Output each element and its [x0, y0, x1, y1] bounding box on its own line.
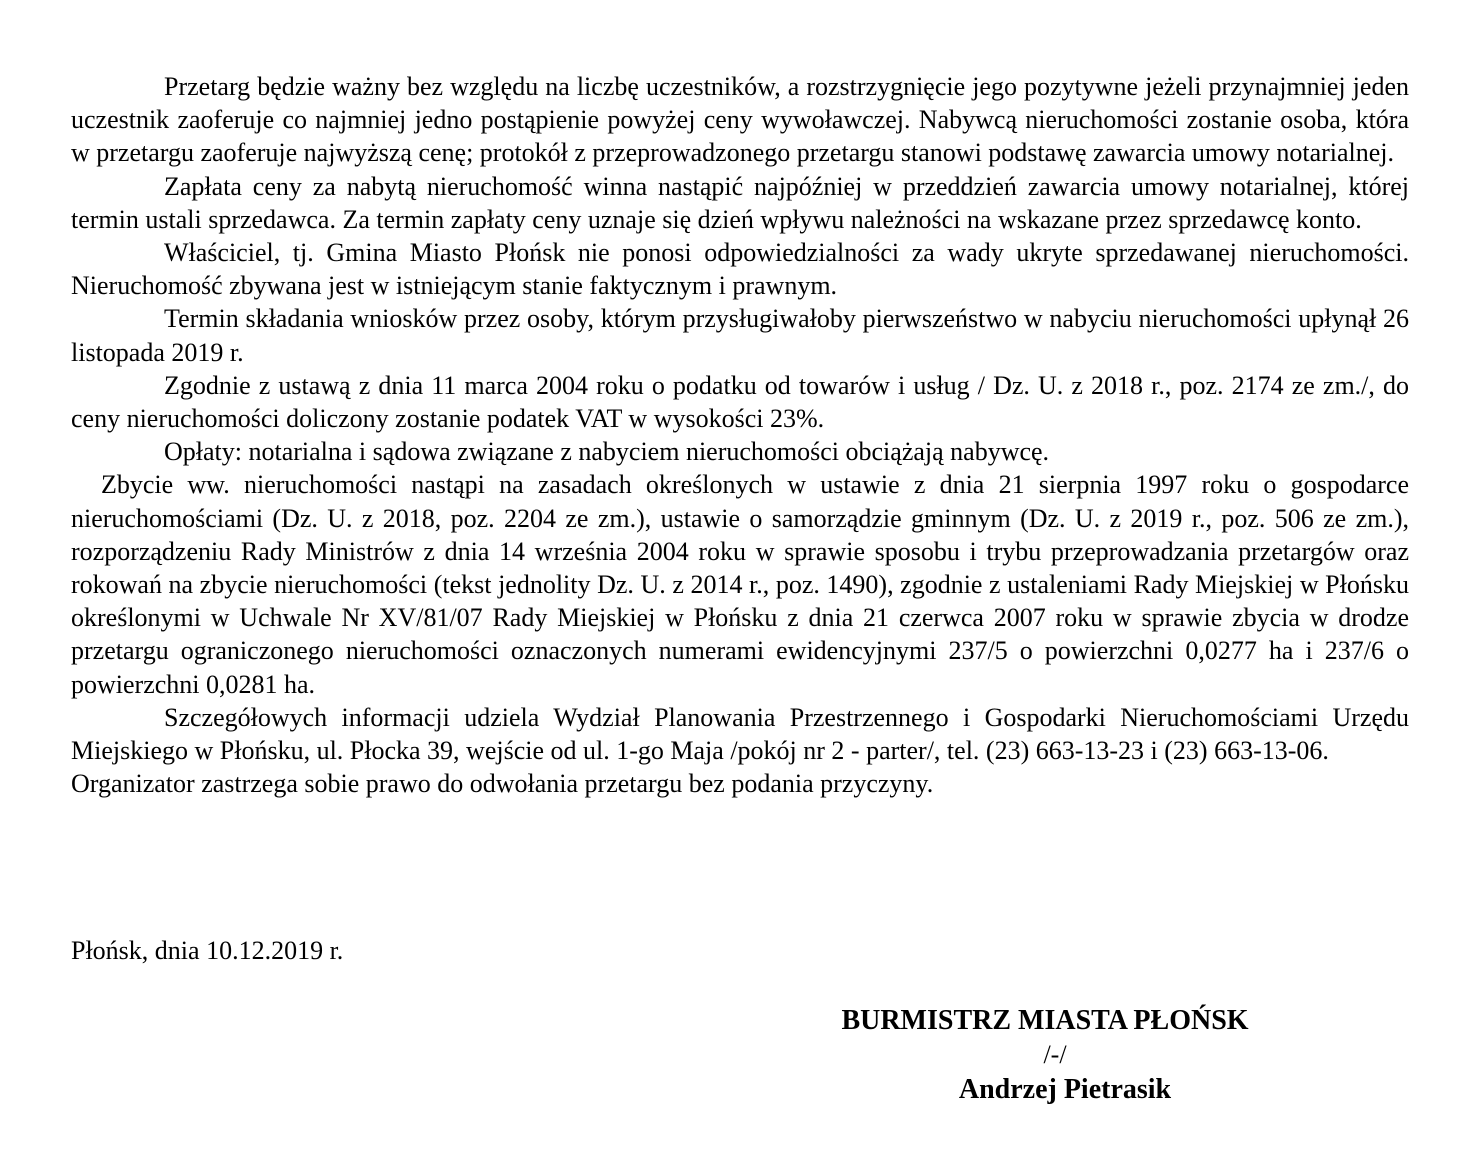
paragraph-cancellation-right: Organizator zastrzega sobie prawo do odwołania przetargu bez podania przyczyny.: [71, 769, 934, 799]
paragraph-priority-deadline: Termin składania wniosków przez osoby, którym przysługiwałoby pierwszeństwo w nabyciu nieruchomości upłynął 26 listopada 2019 r.: [71, 304, 1409, 367]
signature-mark: /-/: [1043, 1040, 1067, 1069]
paragraph-contact-info: Szczegółowych informacji udziela Wydział Planowania Przestrzennego i Gospodarki Nieruchomościami Urzędu Miejskiego w Płońsku, ul. Płocka 39, wejście od ul. 1-go Maja /pokój nr 2 - parter/, tel. (23) 663-13-23 i (23) 663-13-06.: [71, 702, 1409, 766]
signature-title: BURMISTRZ MIASTA PŁOŃSK: [841, 1005, 1249, 1036]
paragraph-fees: Opłaty: notarialna i sądowa związane z nabyciem nieruchomości obciążają nabywcę.: [164, 437, 1050, 467]
signature-name: Andrzej Pietrasik: [958, 1074, 1172, 1105]
paragraph-vat: Zgodnie z ustawą z dnia 11 marca 2004 roku o podatku od towarów i usług / Dz. U. z 2018 r., poz. 2174 ze zm./, do ceny nieruchomości doliczony zostanie podatek VAT w wysokości 23%.: [71, 370, 1409, 434]
place-date-line: Płońsk, dnia 10.12.2019 r.: [71, 936, 344, 965]
document-body: [71, 70, 1409, 800]
paragraph-payment-terms: Zapłata ceny za nabytą nieruchomość winna nastąpić najpóźniej w przeddzień zawarcia umowy notarialnej, której termin ustali sprzedawca. Za termin zapłaty ceny uznaje się dzień wpływu należności na wskazane przez sprzedawcę konto.: [71, 171, 1409, 234]
paragraph-auction-validity: Przetarg będzie ważny bez względu na liczbę uczestników, a rozstrzygnięcie jego pozytywne jeżeli przynajmniej jeden uczestnik zaoferuje co najmniej jedno postąpienie powyżej ceny wywoławczej. Nabywcą nieruchomości zostanie osoba, która w przetargu zaoferuje najwyższą cenę; protokół z przeprowadzonego przetargu stanowi podstawę zawarcia umowy notarialnej.: [71, 72, 1409, 168]
paragraph-owner-liability: Właściciel, tj. Gmina Miasto Płońsk nie ponosi odpowiedzialności za wady ukryte sprzedawanej nieruchomości. Nieruchomość zbywana jest w istniejącym stanie faktycznym i prawnym.: [71, 238, 1409, 301]
paragraph-legal-basis: Zbycie ww. nieruchomości nastąpi na zasadach określonych w ustawie z dnia 21 sierpnia 1997 roku o gospodarce nieruchomościami (Dz. U. z 2018, poz. 2204 ze zm.), ustawie o samorządzie gminnym (Dz. U. z 2019 r., poz. 506 ze zm.), rozporządzeniu Rady Ministrów z dnia 14 września 2004 roku w sprawie sposobu i trybu przeprowadzania przetargów oraz rokowań na zbycie nieruchomości (tekst jednolity Dz. U. z 2014 r., poz. 1490), zgodnie z ustaleniami Rady Miejskiej w Płońsku określonymi w Uchwale Nr XV/81/07 Rady Miejskiej w Płońsku z dnia 21 czerwca 2007 roku w sprawie zbycia w drodze przetargu ograniczonego nieruchomości oznaczonych numerami ewidencyjnymi 237/5 o powierzchni 0,0277 ha i 237/6 o powierzchni 0,0281 ha.: [71, 470, 1409, 699]
signature-block: [780, 1004, 1310, 1108]
